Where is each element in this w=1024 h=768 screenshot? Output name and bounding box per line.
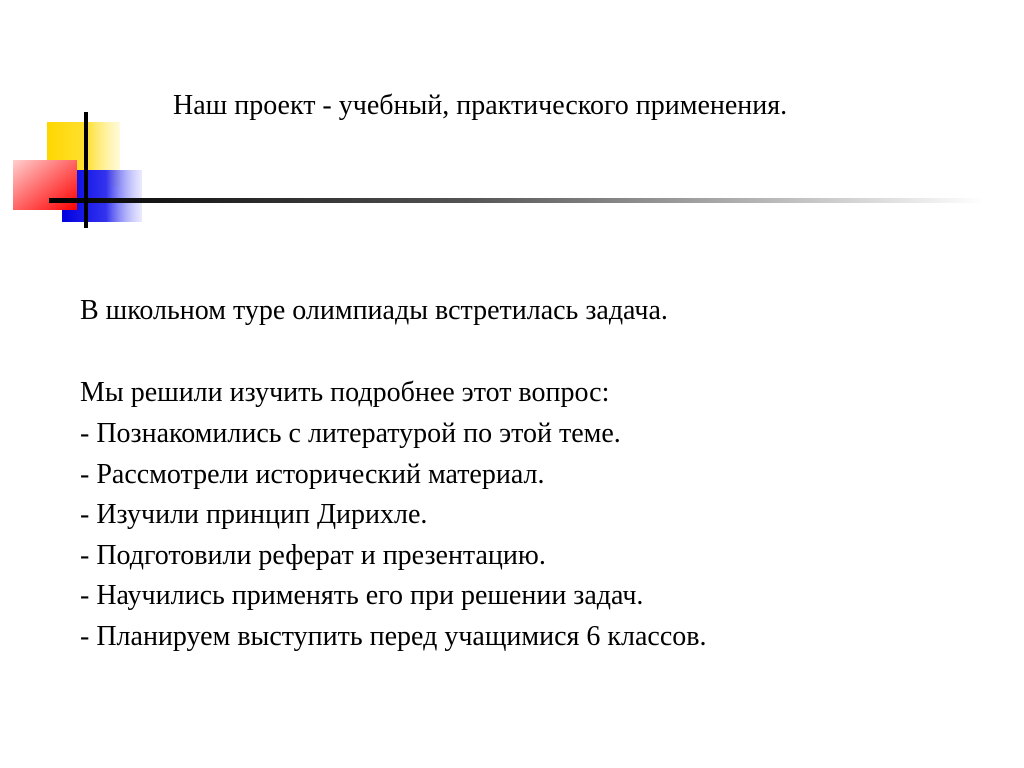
- vertical-rule: [84, 112, 88, 228]
- steps-list: [80, 414, 707, 657]
- slide-title: Наш проект - учебный, практического применения.: [173, 90, 788, 121]
- list-item: - Познакомились с литературой по этой теме.: [80, 418, 621, 449]
- list-item: - Подготовили реферат и презентацию.: [80, 539, 546, 571]
- list-item: - Изучили принцип Дирихле.: [80, 499, 428, 530]
- intro-text: В школьном туре олимпиады встретилась задача.: [80, 295, 668, 326]
- horizontal-rule: [49, 198, 984, 203]
- list-item: - Планируем выступить перед учащимися 6 классов.: [80, 620, 707, 652]
- list-item: - Научились применять его при решении задач.: [80, 580, 644, 611]
- lead-text: Мы решили изучить подробнее этот вопрос:: [80, 377, 610, 408]
- list-item: - Рассмотрели исторический материал.: [80, 458, 545, 490]
